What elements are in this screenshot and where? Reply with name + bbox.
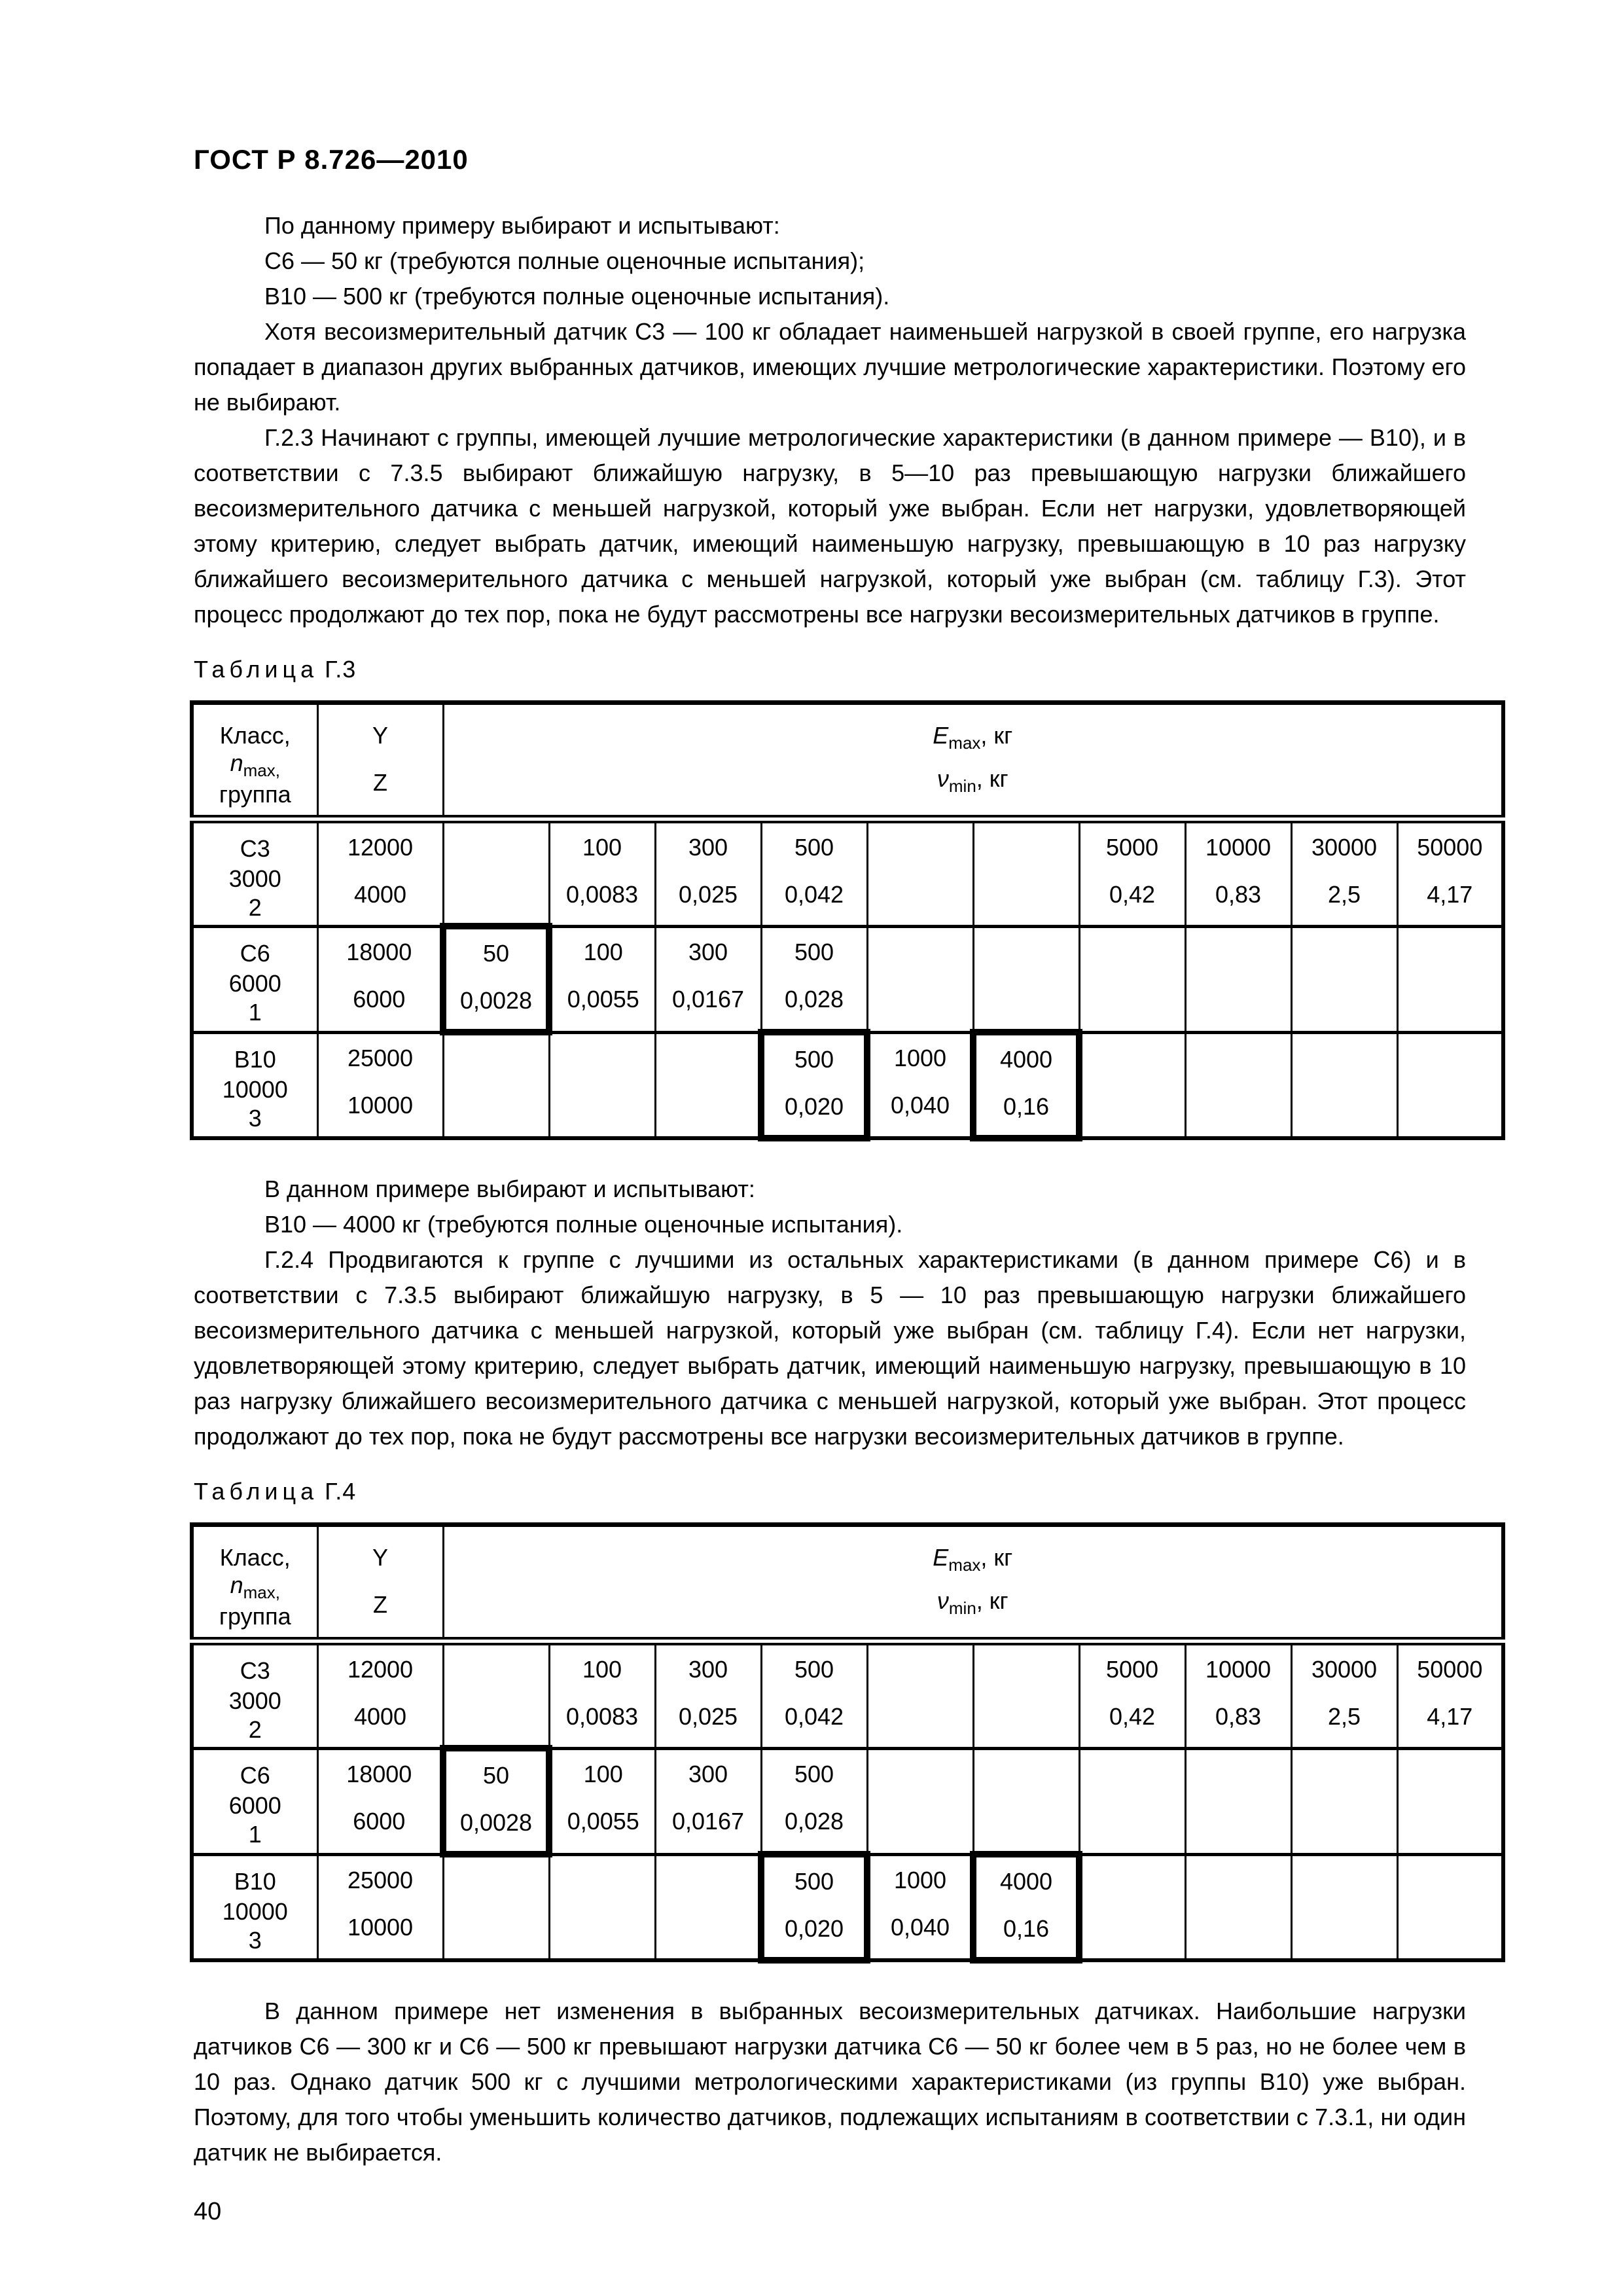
- load-cell: 1000 0,040: [867, 1032, 973, 1138]
- paragraph-intro: По данному примеру выбирают и испытывают:: [264, 212, 780, 239]
- table-row: [192, 1748, 1503, 1854]
- load-cell: [1291, 1748, 1397, 1854]
- load-cell: 300 0,0167: [655, 1748, 761, 1854]
- load-cell: 500 0,028: [761, 926, 867, 1032]
- load-cell: [867, 819, 973, 927]
- table-row: [192, 819, 1503, 927]
- highlighted-load-cell: 50 0,0028: [443, 1748, 549, 1854]
- load-cell: 1000 0,040: [867, 1854, 973, 1960]
- table-row: [192, 1641, 1503, 1749]
- load-cell: [973, 926, 1079, 1032]
- highlighted-load-cell: 50 0,0028: [443, 926, 549, 1032]
- load-cell: [1185, 1854, 1291, 1960]
- paragraph-hotya: Хотя весоизмерительный датчик С3 — 100 кг обладает наименьшей нагрузкой в своей группе, его нагрузка попадает в диапазон других выбранных датчиков, имеющих лучшие метрологические характеристики. Поэтому его не выбирают.: [194, 318, 1466, 416]
- class-cell: В10 10000 3: [192, 1854, 317, 1960]
- load-cell: 30000 2,5: [1291, 819, 1397, 927]
- load-cell: [1079, 1854, 1185, 1960]
- load-cell: 500 0,042: [761, 819, 867, 927]
- load-cell: [655, 1854, 761, 1960]
- load-cell: [1397, 1748, 1503, 1854]
- table-g3: [190, 700, 1505, 1141]
- load-cell: 500 0,028: [761, 1748, 867, 1854]
- load-cell: [1291, 1854, 1397, 1960]
- load-cell: [1397, 926, 1503, 1032]
- table-caption-word: Таблица: [194, 656, 319, 683]
- load-cell: [443, 819, 549, 927]
- load-cell: [973, 819, 1079, 927]
- header-emax-vmin: $E_{max}$, кг $\nu_{min}$, кг: [443, 703, 1503, 819]
- load-cell: [1185, 1748, 1291, 1854]
- header-class-column: Класс, $n_{max,}$ группа: [192, 1525, 317, 1641]
- load-cell: [1397, 1854, 1503, 1960]
- table-header-row: [192, 1525, 1503, 1641]
- header-yz-column: Y Z: [317, 1525, 443, 1641]
- table-caption-number: Г.3: [325, 656, 357, 683]
- table-g4: [190, 1522, 1505, 1964]
- load-cell: [867, 1748, 973, 1854]
- load-cell: 50000 4,17: [1397, 819, 1503, 927]
- load-cell: [1397, 1032, 1503, 1138]
- load-cell: 10000 0,83: [1185, 1641, 1291, 1749]
- load-cell: 300 0,025: [655, 819, 761, 927]
- table-g4-caption: [194, 1478, 1466, 1505]
- highlighted-load-cell: 4000 0,16: [973, 1854, 1079, 1960]
- load-cell: [443, 1641, 549, 1749]
- header-class-column: Класс, $n_{max,}$ группа: [192, 703, 317, 819]
- load-cell: [549, 1032, 655, 1138]
- header-yz-column: Y Z: [317, 703, 443, 819]
- load-cell: 300 0,0167: [655, 926, 761, 1032]
- load-cell: [973, 1748, 1079, 1854]
- table-row: [192, 1032, 1503, 1138]
- load-cell: [549, 1854, 655, 1960]
- yz-cell: 25000 10000: [317, 1854, 443, 1960]
- load-cell: 100 0,0083: [549, 1641, 655, 1749]
- header-emax-vmin: $E_{max}$, кг $\nu_{min}$, кг: [443, 1525, 1503, 1641]
- class-cell: С6 6000 1: [192, 1748, 317, 1854]
- highlighted-load-cell: 500 0,020: [761, 1032, 867, 1138]
- load-cell: 5000 0,42: [1079, 819, 1185, 927]
- load-cell: [1291, 1032, 1397, 1138]
- load-cell: [1185, 926, 1291, 1032]
- load-cell: [655, 1032, 761, 1138]
- load-cell: 100 0,0055: [549, 926, 655, 1032]
- load-cell: [1079, 1748, 1185, 1854]
- load-cell: 100 0,0055: [549, 1748, 655, 1854]
- class-cell: С3 3000 2: [192, 1641, 317, 1749]
- load-cell: 10000 0,83: [1185, 819, 1291, 927]
- table-g3-caption: [194, 656, 1466, 683]
- standard-code-header: ГОСТ Р 8.726—2010: [194, 144, 469, 175]
- paragraph-mid-intro: В данном примере выбирают и испытывают:: [264, 1175, 755, 1202]
- load-cell: 50000 4,17: [1397, 1641, 1503, 1749]
- load-cell: [973, 1641, 1079, 1749]
- load-cell: 300 0,025: [655, 1641, 761, 1749]
- load-cell: 30000 2,5: [1291, 1641, 1397, 1749]
- paragraph-mid-b10: В10 — 4000 кг (требуются полные оценочные испытания).: [264, 1211, 903, 1238]
- class-cell: С6 6000 1: [192, 926, 317, 1032]
- load-cell: [1185, 1032, 1291, 1138]
- load-cell: 500 0,042: [761, 1641, 867, 1749]
- table-row: [192, 1854, 1503, 1960]
- load-cell: [867, 1641, 973, 1749]
- paragraph-b10-item: В10 — 500 кг (требуются полные оценочные испытания).: [264, 283, 890, 310]
- paragraph-c6-item: С6 — 50 кг (требуются полные оценочные испытания);: [264, 247, 865, 274]
- load-cell: [1291, 926, 1397, 1032]
- load-cell: [443, 1032, 549, 1138]
- yz-cell: 12000 4000: [317, 819, 443, 927]
- table-caption-word: Таблица: [194, 1478, 319, 1505]
- yz-cell: 18000 6000: [317, 1748, 443, 1854]
- table-row: [192, 926, 1503, 1032]
- paragraph-g23: Г.2.3 Начинают с группы, имеющей лучшие метрологические характеристики (в данном примере — В10), и в соответствии с 7.3.5 выбирают ближайшую нагрузку, в 5—10 раз превышающую нагрузки ближайшего весоизмерительного датчика с меньшей нагрузкой, который уже выбран. Если нет нагрузки, удовлетворяющей этому критерию, следует выбрать датчик, имеющий наименьшую нагрузку, превышающую в 10 раз нагрузку ближайшего весоизмерительного датчика с меньшей нагрузкой, который уже выбран (см. таблицу Г.3). Этот процесс продолжают до тех пор, пока не будут рассмотрены все нагрузки весоизмерительных датчиков в группе.: [194, 424, 1466, 628]
- table-header-row: [192, 703, 1503, 819]
- class-cell: С3 3000 2: [192, 819, 317, 927]
- load-cell: 100 0,0083: [549, 819, 655, 927]
- yz-cell: 25000 10000: [317, 1032, 443, 1138]
- load-cell: [867, 926, 973, 1032]
- yz-cell: 18000 6000: [317, 926, 443, 1032]
- load-cell: 5000 0,42: [1079, 1641, 1185, 1749]
- page-number: 40: [194, 2198, 222, 2225]
- table-caption-number: Г.4: [325, 1478, 357, 1505]
- paragraph-final: В данном примере нет изменения в выбранных весоизмерительных датчиках. Наибольшие нагрузки датчиков С6 — 300 кг и С6 — 500 кг превышают нагрузки датчика С6 — 50 кг более чем в 5 раз, но не более чем в 10 раз. Однако датчик 500 кг с лучшими метрологическими характеристиками (из группы В10) уже выбран. Поэтому, для того чтобы уменьшить количество датчиков, подлежащих испытаниям в соответствии с 7.3.1, ни один датчик не выбирается.: [194, 1998, 1466, 2166]
- yz-cell: 12000 4000: [317, 1641, 443, 1749]
- paragraph-g24: Г.2.4 Продвигаются к группе с лучшими из остальных характеристиками (в данном примере С6) и в соответствии с 7.3.5 выбирают ближайшую нагрузку, в 5 — 10 раз превышающую нагрузки ближайшего весоизмерительного датчика с меньшей нагрузкой, который уже выбран (см. таблицу Г.4). Если нет нагрузки, удовлетворяющей этому критерию, следует выбрать датчик, имеющий наименьшую нагрузку, превышающую в 10 раз нагрузку ближайшего весоизмерительного датчика с меньшей нагрузкой, который уже выбран. Этот процесс продолжают до тех пор, пока не будут рассмотрены все нагрузки весоизмерительных датчиков в группе.: [194, 1246, 1466, 1450]
- class-cell: В10 10000 3: [192, 1032, 317, 1138]
- highlighted-load-cell: 500 0,020: [761, 1854, 867, 1960]
- load-cell: [443, 1854, 549, 1960]
- highlighted-load-cell: 4000 0,16: [973, 1032, 1079, 1138]
- load-cell: [1079, 1032, 1185, 1138]
- load-cell: [1079, 926, 1185, 1032]
